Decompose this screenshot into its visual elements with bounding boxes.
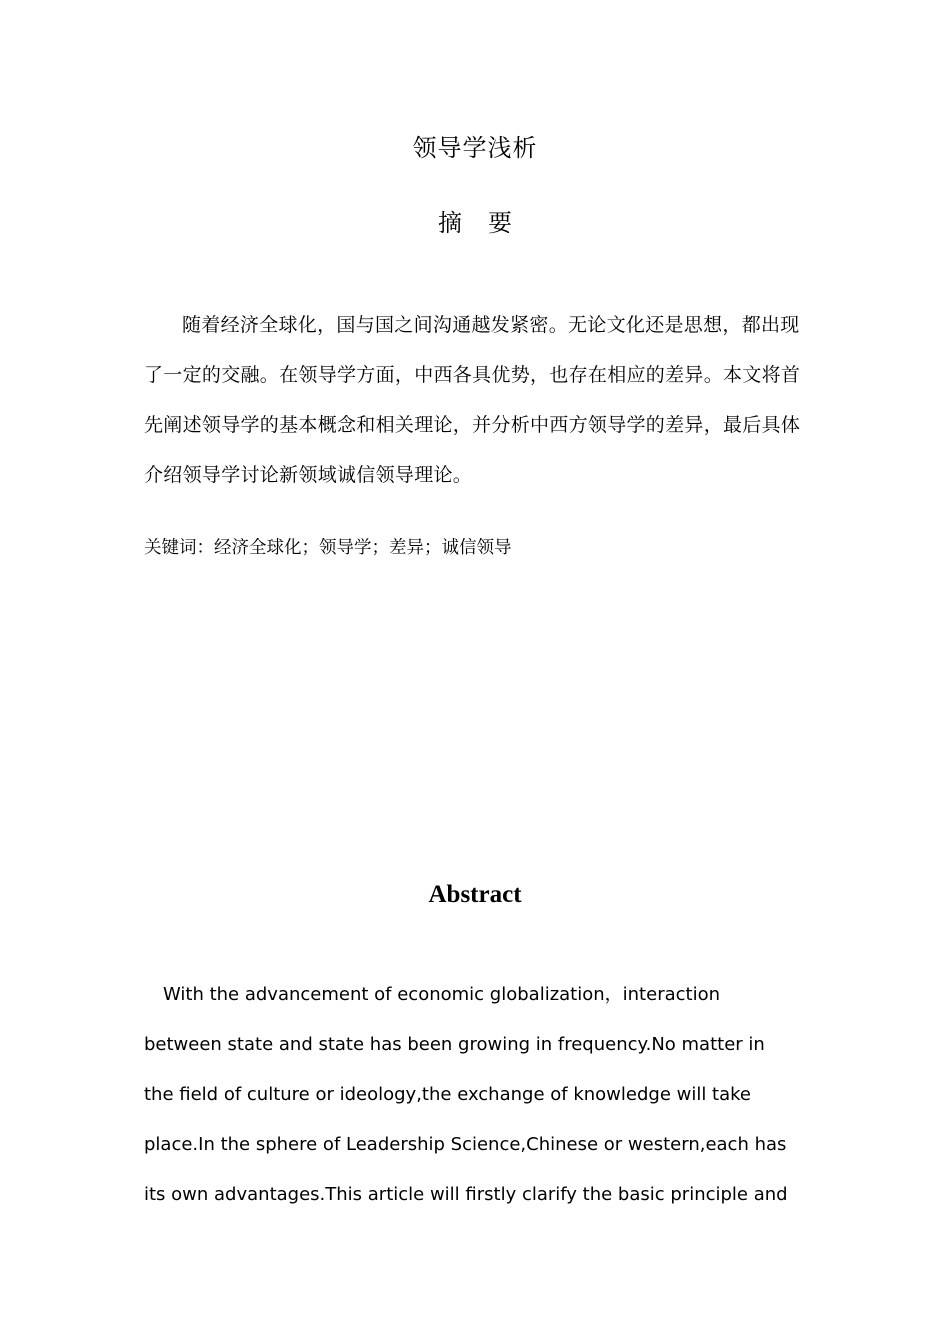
english-abstract-paragraph bbox=[144, 970, 806, 1220]
chinese-abstract-paragraph: 随着经济全球化，国与国之间沟通越发紧密。无论文化还是思想，都出现了一定的交融。在领导学方面，中西各具优势，也存在相应的差异。本文将首先阐述领导学的基本概念和相关理论，并分析中西方领导学的差异，最后具体介绍领导学讨论新领域诚信领导理论。 bbox=[144, 314, 801, 486]
english-abstract-line: place.In the sphere of Leadership Science,Chinese or western,each has bbox=[144, 1134, 787, 1155]
document-title: 领导学浅析 bbox=[412, 134, 538, 162]
keywords-line: 关键词：经济全球化；领导学；差异；诚信领导 bbox=[144, 538, 512, 558]
abstract-heading-char-1: 摘 bbox=[438, 209, 462, 237]
english-abstract-line: With the advancement of economic globalization，interaction bbox=[163, 984, 720, 1005]
english-abstract-heading: Abstract bbox=[428, 881, 522, 908]
english-abstract-line: between state and state has been growing in frequency.No matter in bbox=[144, 1034, 765, 1055]
english-abstract-line: its own advantages.This article will firstly clarify the basic principle and bbox=[144, 1184, 788, 1205]
english-abstract-line: the field of culture or ideology,the exchange of knowledge will take bbox=[144, 1084, 751, 1105]
abstract-heading bbox=[0, 205, 950, 241]
abstract-heading-char-2: 要 bbox=[488, 209, 512, 237]
